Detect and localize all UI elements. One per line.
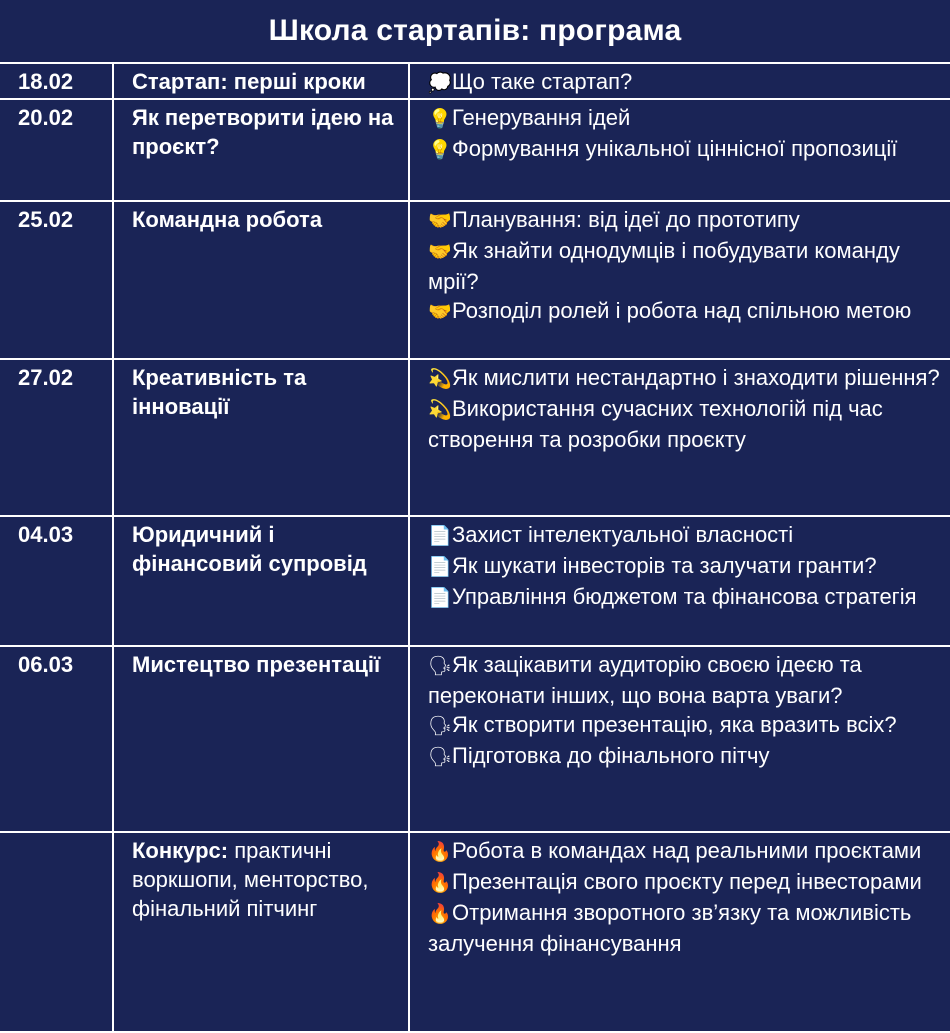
speaking-head-icon: 🗣 [428, 715, 453, 737]
document-icon: 📄 [428, 525, 452, 547]
fire-icon: 🔥 [428, 872, 452, 894]
contest-text: практичні воркшопи, менторство, фінальний пітчинг [132, 838, 369, 921]
list-item: 🔥Отримання зворотного зв’язку та можливість залучення фінансування [428, 900, 912, 956]
items-cell [409, 63, 950, 99]
list-item: 💭Що таке стартап? [428, 67, 942, 98]
items-cell [409, 832, 950, 1032]
speaking-head-icon: 🗣 [428, 746, 453, 768]
dizzy-star-icon: 💫 [428, 399, 452, 421]
date-cell-empty [0, 832, 113, 1032]
date-cell: 04.03 [0, 516, 113, 646]
table-row [0, 99, 950, 201]
list-item: 🤝Планування: від ідеї до прототипу [428, 205, 942, 236]
page-title: Школа стартапів: програма [268, 14, 682, 47]
topic-cell: Як перетворити ідею на проєкт? [113, 99, 409, 201]
topic-cell: Стартап: перші кроки [113, 63, 409, 99]
light-bulb-icon: 💡 [428, 108, 452, 130]
speaking-head-icon: 🗣 [428, 655, 453, 677]
table-row [0, 516, 950, 646]
date-cell: 25.02 [0, 201, 113, 359]
date-cell: 20.02 [0, 99, 113, 201]
topic-cell: Мистецтво презентації [113, 646, 409, 832]
date-cell: 06.03 [0, 646, 113, 832]
fire-icon: 🔥 [428, 903, 452, 925]
contest-label: Конкурс: [132, 838, 229, 863]
list-item: 🗣Як створити презентацію, яка вразить всіх? [428, 710, 942, 741]
date-cell: 18.02 [0, 63, 113, 99]
handshake-icon: 🤝 [428, 210, 452, 232]
items-cell [409, 99, 950, 201]
list-item: 🗣Підготовка до фінального пітчу [428, 741, 942, 772]
list-item: 💡Генерування ідей [428, 103, 942, 134]
table-row [0, 359, 950, 516]
table-row [0, 63, 950, 99]
list-item: 📄Захист інтелектуальної власності [428, 520, 942, 551]
document-icon: 📄 [428, 587, 452, 609]
date-cell: 27.02 [0, 359, 113, 516]
list-item: 💫Використання сучасних технологій під час створення та розробки проєкту [428, 396, 883, 452]
items-cell [409, 646, 950, 832]
topic-cell: Креативність та інновації [113, 359, 409, 516]
list-item: 🔥Презентація свого проєкту перед інвесторами [428, 867, 942, 898]
items-cell [409, 359, 950, 516]
thought-balloon-icon: 💭 [428, 72, 452, 94]
items-cell [409, 201, 950, 359]
list-item: 🔥Робота в командах над реальними проєктами [428, 836, 942, 867]
topic-cell: Командна робота [113, 201, 409, 359]
list-item: 📄Як шукати інвесторів та залучати гранти? [428, 551, 942, 582]
table-row [0, 646, 950, 832]
fire-icon: 🔥 [428, 841, 452, 863]
handshake-icon: 🤝 [428, 301, 452, 323]
list-item: 📄Управління бюджетом та фінансова стратегія [428, 582, 942, 613]
topic-cell: Юридичний і фінансовий супровід [113, 516, 409, 646]
items-cell [409, 516, 950, 646]
table-row-contest [0, 832, 950, 1032]
list-item: 🤝Розподіл ролей і робота над спільною метою [428, 296, 942, 327]
list-item: 💡Формування унікальної ціннісної пропозиції [428, 134, 942, 165]
contest-cell [113, 832, 409, 1032]
light-bulb-icon: 💡 [428, 139, 452, 161]
handshake-icon: 🤝 [428, 241, 452, 263]
table-row [0, 201, 950, 359]
program-table [0, 62, 950, 1033]
document-icon: 📄 [428, 556, 452, 578]
list-item: 🤝Як знайти однодумців і побудувати команду мрії? [428, 238, 900, 294]
list-item: 🗣Як зацікавити аудиторію своєю ідеєю та переконати інших, що вона варта уваги? [428, 652, 862, 708]
dizzy-star-icon: 💫 [428, 368, 452, 390]
list-item: 💫Як мислити нестандартно і знаходити рішення? [428, 363, 942, 394]
